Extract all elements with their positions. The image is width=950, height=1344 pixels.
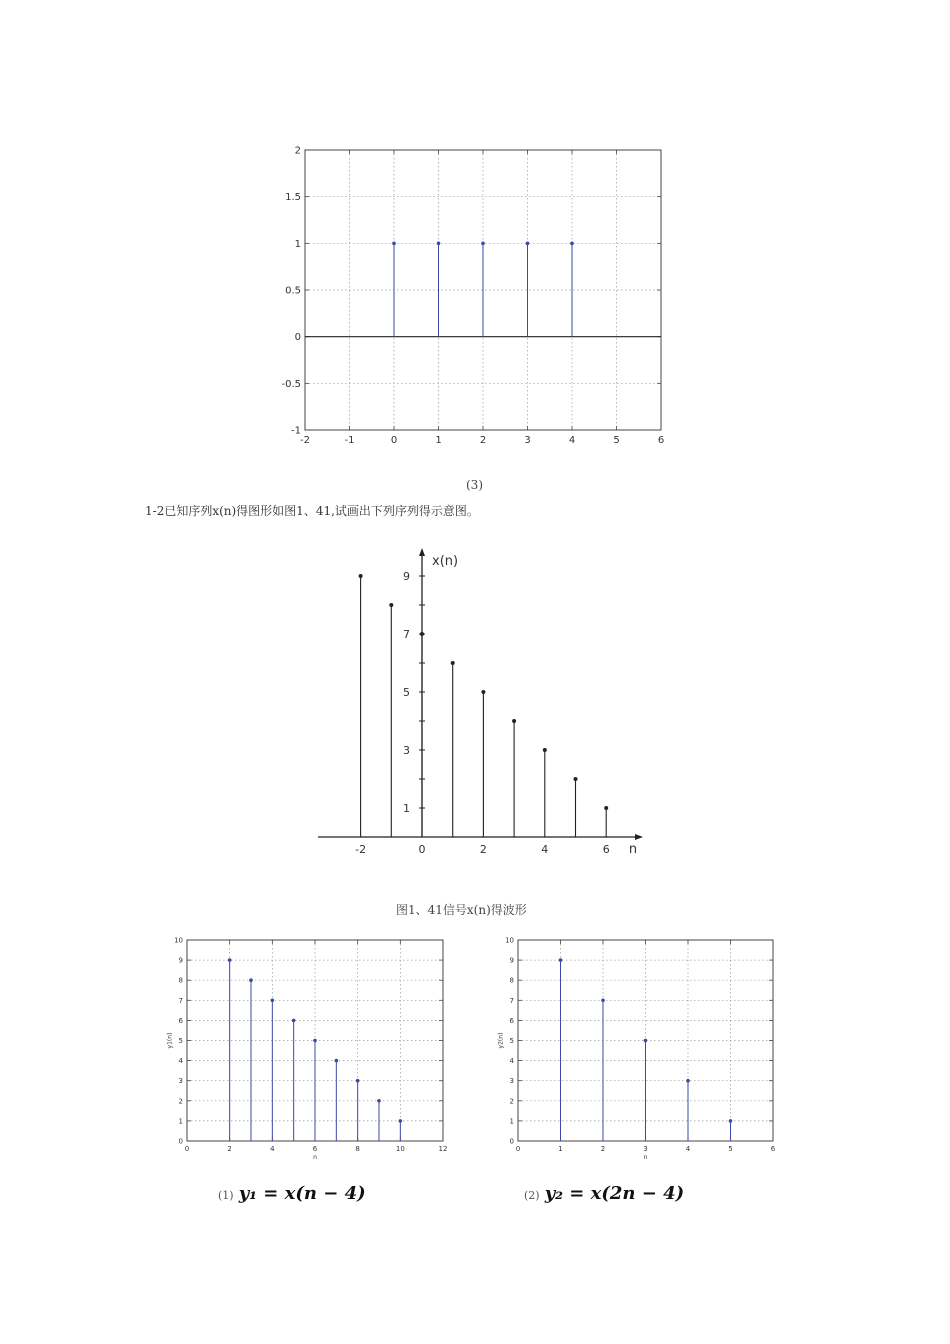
y-tick-label: 3 <box>178 1077 183 1086</box>
stem-point <box>420 632 424 636</box>
caption-3: (3) <box>466 478 483 492</box>
y-tick-label: 8 <box>178 976 183 985</box>
y-tick-label: 3 <box>509 1077 514 1086</box>
y-axis-arrow <box>419 548 425 556</box>
stem-plot-y2 <box>485 930 785 1170</box>
stem-plot-3 <box>280 140 680 450</box>
y-tick-label: 6 <box>509 1016 514 1025</box>
stem-plot-y1 <box>155 930 455 1170</box>
stem-point <box>356 1079 360 1083</box>
x-tick-label: 2 <box>479 435 487 446</box>
x-tick-label: 6 <box>312 1145 318 1153</box>
y-tick-label: 8 <box>509 976 514 985</box>
x-tick-label: 0 <box>184 1145 190 1153</box>
stem-point <box>437 242 441 246</box>
stem-point <box>481 242 485 246</box>
x-tick-label: 0 <box>515 1145 521 1153</box>
stem-point <box>313 1039 317 1043</box>
x-tick-label: 0 <box>418 843 426 856</box>
stem-point <box>377 1099 381 1103</box>
x-tick-label: 6 <box>602 843 610 856</box>
y-axis-label: x(n) <box>432 554 459 569</box>
y-axis-label: y1(n) <box>166 1032 174 1049</box>
equation-1-label: (1) <box>218 1189 234 1202</box>
stem-point <box>686 1079 690 1083</box>
x-axis-label: n <box>313 1154 317 1161</box>
stem-point <box>335 1059 339 1063</box>
y-tick-label: -0.5 <box>281 378 301 390</box>
stem-point <box>574 777 578 781</box>
stem-point <box>570 242 574 246</box>
x-tick-label: 12 <box>438 1145 448 1153</box>
x-tick-label: 4 <box>541 843 549 856</box>
y-tick-label: 1 <box>178 1117 183 1126</box>
stem-point <box>389 603 393 607</box>
x-tick-label: 2 <box>479 843 487 856</box>
stem-point <box>359 574 363 578</box>
x-tick-label: 4 <box>568 435 576 446</box>
stem-plot-xn <box>300 540 660 860</box>
stem-point <box>292 1019 296 1023</box>
equation-2-label: (2) <box>524 1189 540 1202</box>
y-tick-label: 10 <box>505 936 514 945</box>
x-tick-label: 6 <box>770 1145 776 1153</box>
y-tick-label: -1 <box>291 425 301 437</box>
equation-1 <box>218 1183 366 1204</box>
equation-2-formula: y₂ = x(2n − 4) <box>544 1183 685 1204</box>
x-tick-label: 8 <box>355 1145 360 1153</box>
x-tick-label: -1 <box>344 435 355 446</box>
y-tick-label: 1 <box>294 238 301 250</box>
y-tick-label: 4 <box>178 1057 183 1066</box>
x-tick-label: 3 <box>524 435 531 446</box>
y-tick-label: 6 <box>178 1016 183 1025</box>
stem-point <box>392 242 396 246</box>
stem-point <box>399 1119 403 1123</box>
y-tick-label: 10 <box>174 936 183 945</box>
y-tick-label: 3 <box>403 744 410 757</box>
y-tick-label: 1.5 <box>285 192 301 204</box>
stem-point <box>249 978 253 982</box>
stem-point <box>526 242 530 246</box>
y-tick-label: 4 <box>509 1057 514 1066</box>
x-tick-label: 1 <box>558 1145 563 1153</box>
y-tick-label: 0 <box>509 1137 514 1146</box>
y-tick-label: 5 <box>178 1036 183 1045</box>
x-tick-label: 4 <box>270 1145 275 1153</box>
equation-1-formula: y₁ = x(n − 4) <box>238 1183 366 1204</box>
stem-point <box>601 999 605 1003</box>
y-tick-label: 0 <box>178 1137 183 1146</box>
y-tick-label: 1 <box>403 802 410 815</box>
x-tick-label: 3 <box>643 1145 648 1153</box>
x-tick-label: 1 <box>435 435 442 446</box>
stem-point <box>481 690 485 694</box>
problem-1-2-text: 1-2已知序列x(n)得图形如图1、41,试画出下列序列得示意图。 <box>145 504 479 518</box>
y-tick-label: 1 <box>509 1117 514 1126</box>
x-axis-label: n <box>628 842 638 857</box>
y-tick-label: 5 <box>403 686 410 699</box>
y-tick-label: 7 <box>509 996 514 1005</box>
y-tick-label: 7 <box>403 628 410 641</box>
stem-point <box>543 748 547 752</box>
y-tick-label: 5 <box>509 1036 514 1045</box>
x-tick-label: 4 <box>685 1145 691 1153</box>
stem-point <box>271 999 275 1003</box>
y-tick-label: 2 <box>509 1097 514 1106</box>
y-axis-label: y2(n) <box>497 1032 505 1049</box>
y-tick-label: 0 <box>294 332 301 344</box>
stem-point <box>729 1119 733 1123</box>
equation-2 <box>524 1183 684 1204</box>
x-tick-label: 5 <box>613 435 620 446</box>
x-tick-label: 0 <box>390 435 398 446</box>
y-tick-label: 9 <box>509 956 514 965</box>
x-axis-arrow <box>635 834 643 840</box>
stem-point <box>228 958 232 962</box>
x-tick-label: -2 <box>300 435 310 446</box>
x-tick-label: 2 <box>227 1145 232 1153</box>
x-tick-label: 10 <box>395 1145 405 1153</box>
stem-point <box>451 661 455 665</box>
stem-point <box>644 1039 648 1043</box>
x-tick-label: 6 <box>657 435 665 446</box>
y-tick-label: 2 <box>294 145 301 157</box>
x-tick-label: 5 <box>728 1145 733 1153</box>
stem-point <box>559 958 563 962</box>
x-tick-label: -2 <box>355 843 367 856</box>
y-tick-label: 9 <box>178 956 183 965</box>
x-tick-label: 2 <box>600 1145 606 1153</box>
y-tick-label: 9 <box>403 570 410 583</box>
x-axis-label: n <box>643 1154 648 1161</box>
figure-caption: 图1、41信号x(n)得波形 <box>396 903 527 917</box>
y-tick-label: 0.5 <box>285 285 301 297</box>
stem-point <box>604 806 608 810</box>
y-tick-label: 7 <box>178 996 183 1005</box>
y-tick-label: 2 <box>178 1097 183 1106</box>
stem-point <box>512 719 516 723</box>
